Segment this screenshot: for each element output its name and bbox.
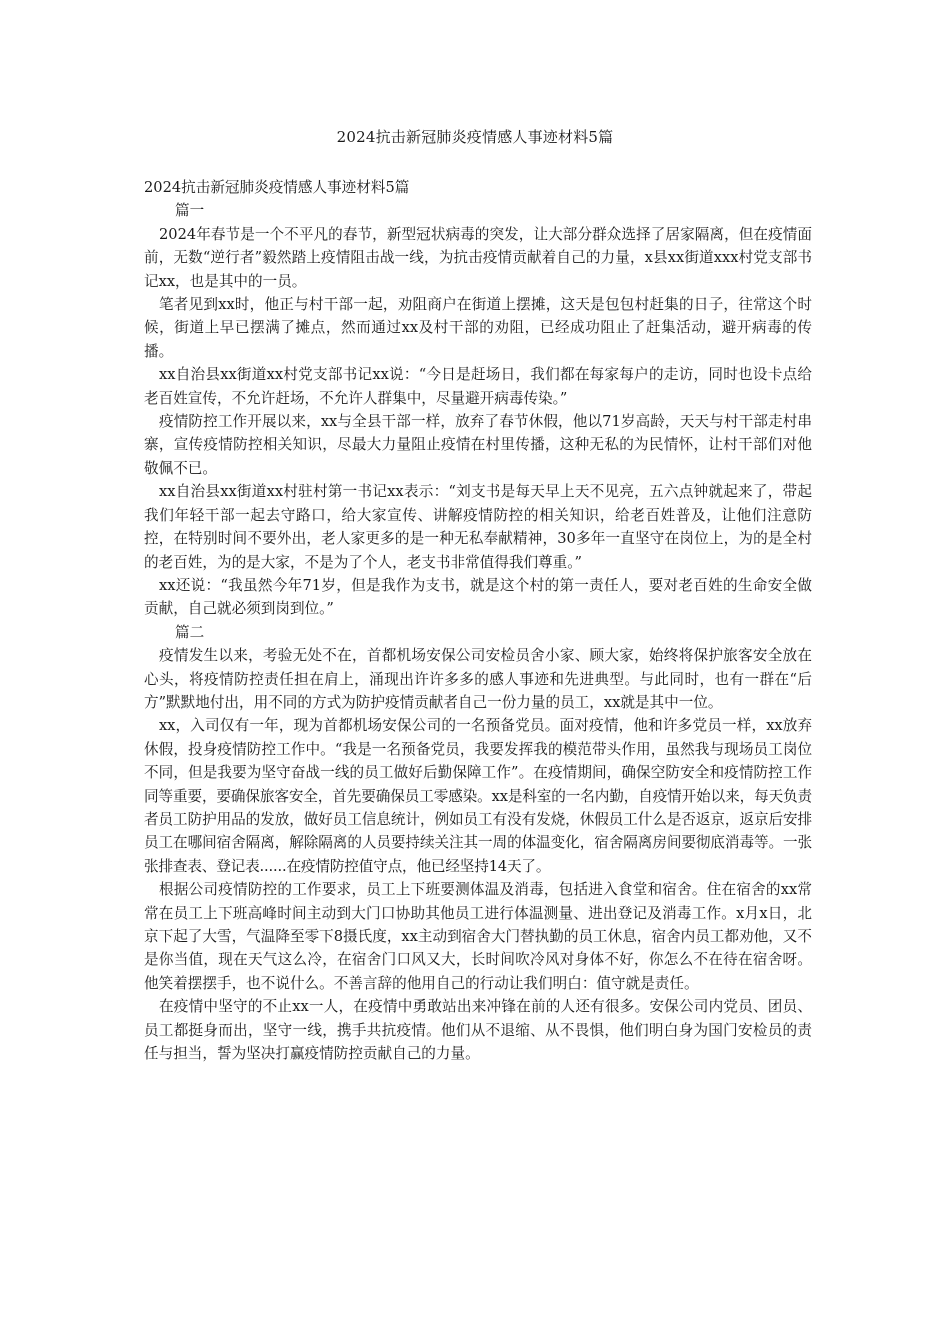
document-body	[144, 176, 812, 1065]
document-subtitle: 2024抗击新冠肺炎疫情感人事迹材料5篇	[144, 179, 410, 196]
paragraph: 2024年春节是一个不平凡的春节，新型冠状病毒的突发，让大部分群众选择了居家隔离，但在疫情面前，无数“逆行者”毅然踏上疫情阻击战一线，为抗击疫情贡献着自己的力量，x县xx街道xxx村党支部书记xx，也是其中的一员。	[144, 225, 812, 290]
paragraph: xx自治县xx街道xx村驻村第一书记xx表示：“刘支书是每天早上天不见亮，五六点钟就起来了，带起我们年轻干部一起去守路口，给大家宣传、讲解疫情防控的相关知识，给老百姓普及，让他们注意防控，在特别时间不要外出，老人家更多的是一种无私奉献精神，30多年一直坚守在岗位上，为的是全村的老百姓，为的是大家，不是为了个人，老支书非常值得我们尊重。”	[144, 483, 812, 571]
paragraph: 疫情发生以来，考验无处不在，首都机场安保公司安检员舍小家、顾大家，始终将保护旅客安全放在心头，将疫情防控责任担在肩上，涌现出许许多多的感人事迹和先进典型。与此同时，也有一群在“后方”默默地付出，用不同的方式为防护疫情贡献者自己一份力量的员工，xx就是其中一位。	[144, 647, 812, 711]
section-heading-1: 篇一	[175, 202, 205, 220]
paragraph: xx自治县xx街道xx村党支部书记xx说：“今日是赶场日，我们都在每家每户的走访，同时也设卡点给老百姓宣传，不允许赶场，不允许人群集中，尽量避开病毒传染。”	[144, 366, 812, 407]
paragraph: xx还说：“我虽然今年71岁，但是我作为支书，就是这个村的第一责任人，要对老百姓的生命安全做贡献，自己就必须到岗到位。”	[144, 576, 812, 618]
paragraph: 笔者见到xx时，他正与村干部一起，劝阻商户在街道上摆摊，这天是包包村赶集的日子，往常这个时候，街道上早已摆满了摊点，然而通过xx及村干部的劝阻，已经成功阻止了赶集活动，避开病毒的传播。	[144, 296, 812, 360]
document-title: 2024抗击新冠肺炎疫情感人事迹材料5篇	[336, 128, 614, 146]
paragraph: 根据公司疫情防控的工作要求，员工上下班要测体温及消毒，包括进入食堂和宿舍。住在宿舍的xx常常在员工上下班高峰时间主动到大门口协助其他员工进行体温测量、进出登记及消毒工作。x月x日，北京下起了大雪，气温降至零下8摄氏度，xx主动到宿舍大门替执勤的员工休息，宿舍内员工都劝他，又不是你当值，现在天气这么冷，在宿舍门口风又大，长时间吹冷风对身体不好，你怎么不在待在宿舍呀。他笑着摆摆手，也不说什么。不善言辞的他用自己的行动让我们明白：值守就是责任。	[144, 881, 812, 992]
paragraph: 疫情防控工作开展以来，xx与全县干部一样，放弃了春节休假，他以71岁高龄，天天与村干部走村串寨，宣传疫情防控相关知识，尽最大力量阻止疫情在村里传播，这种无私的为民情怀，让村干部们对他敬佩不已。	[144, 413, 812, 477]
section-heading-2: 篇二	[175, 623, 205, 641]
paragraph: xx，入司仅有一年，现为首都机场安保公司的一名预备党员。面对疫情，他和许多党员一样，xx放弃休假，投身疫情防控工作中。“我是一名预备党员，我要发挥我的模范带头作用，虽然我与现场员工岗位不同，但是我要为坚守奋战一线的员工做好后勤保障工作”。在疫情期间，确保空防安全和疫情防控工作同等重要，要确保旅客安全，首先要确保员工零感染。xx是科室的一名内勤，自疫情开始以来，每天负责者员工防护用品的发放，做好员工信息统计，例如员工有没有发烧，休假员工什么是否返京，返京后安排员工在哪间宿舍隔离，解除隔离的人员要持续关注其一周的体温变化，宿舍隔离房间要彻底消毒等。一张张排查表、登记表......在疫情防控值守点，他已经坚持14天了。	[144, 717, 812, 875]
paragraph: 在疫情中坚守的不止xx一人，在疫情中勇敢站出来冲锋在前的人还有很多。安保公司内党员、团员、员工都挺身而出，坚守一线，携手共抗疫情。他们从不退缩、从不畏惧，他们明白身为国门安检员的责任与担当，誓为坚决打赢疫情防控贡献自己的力量。	[144, 998, 812, 1063]
